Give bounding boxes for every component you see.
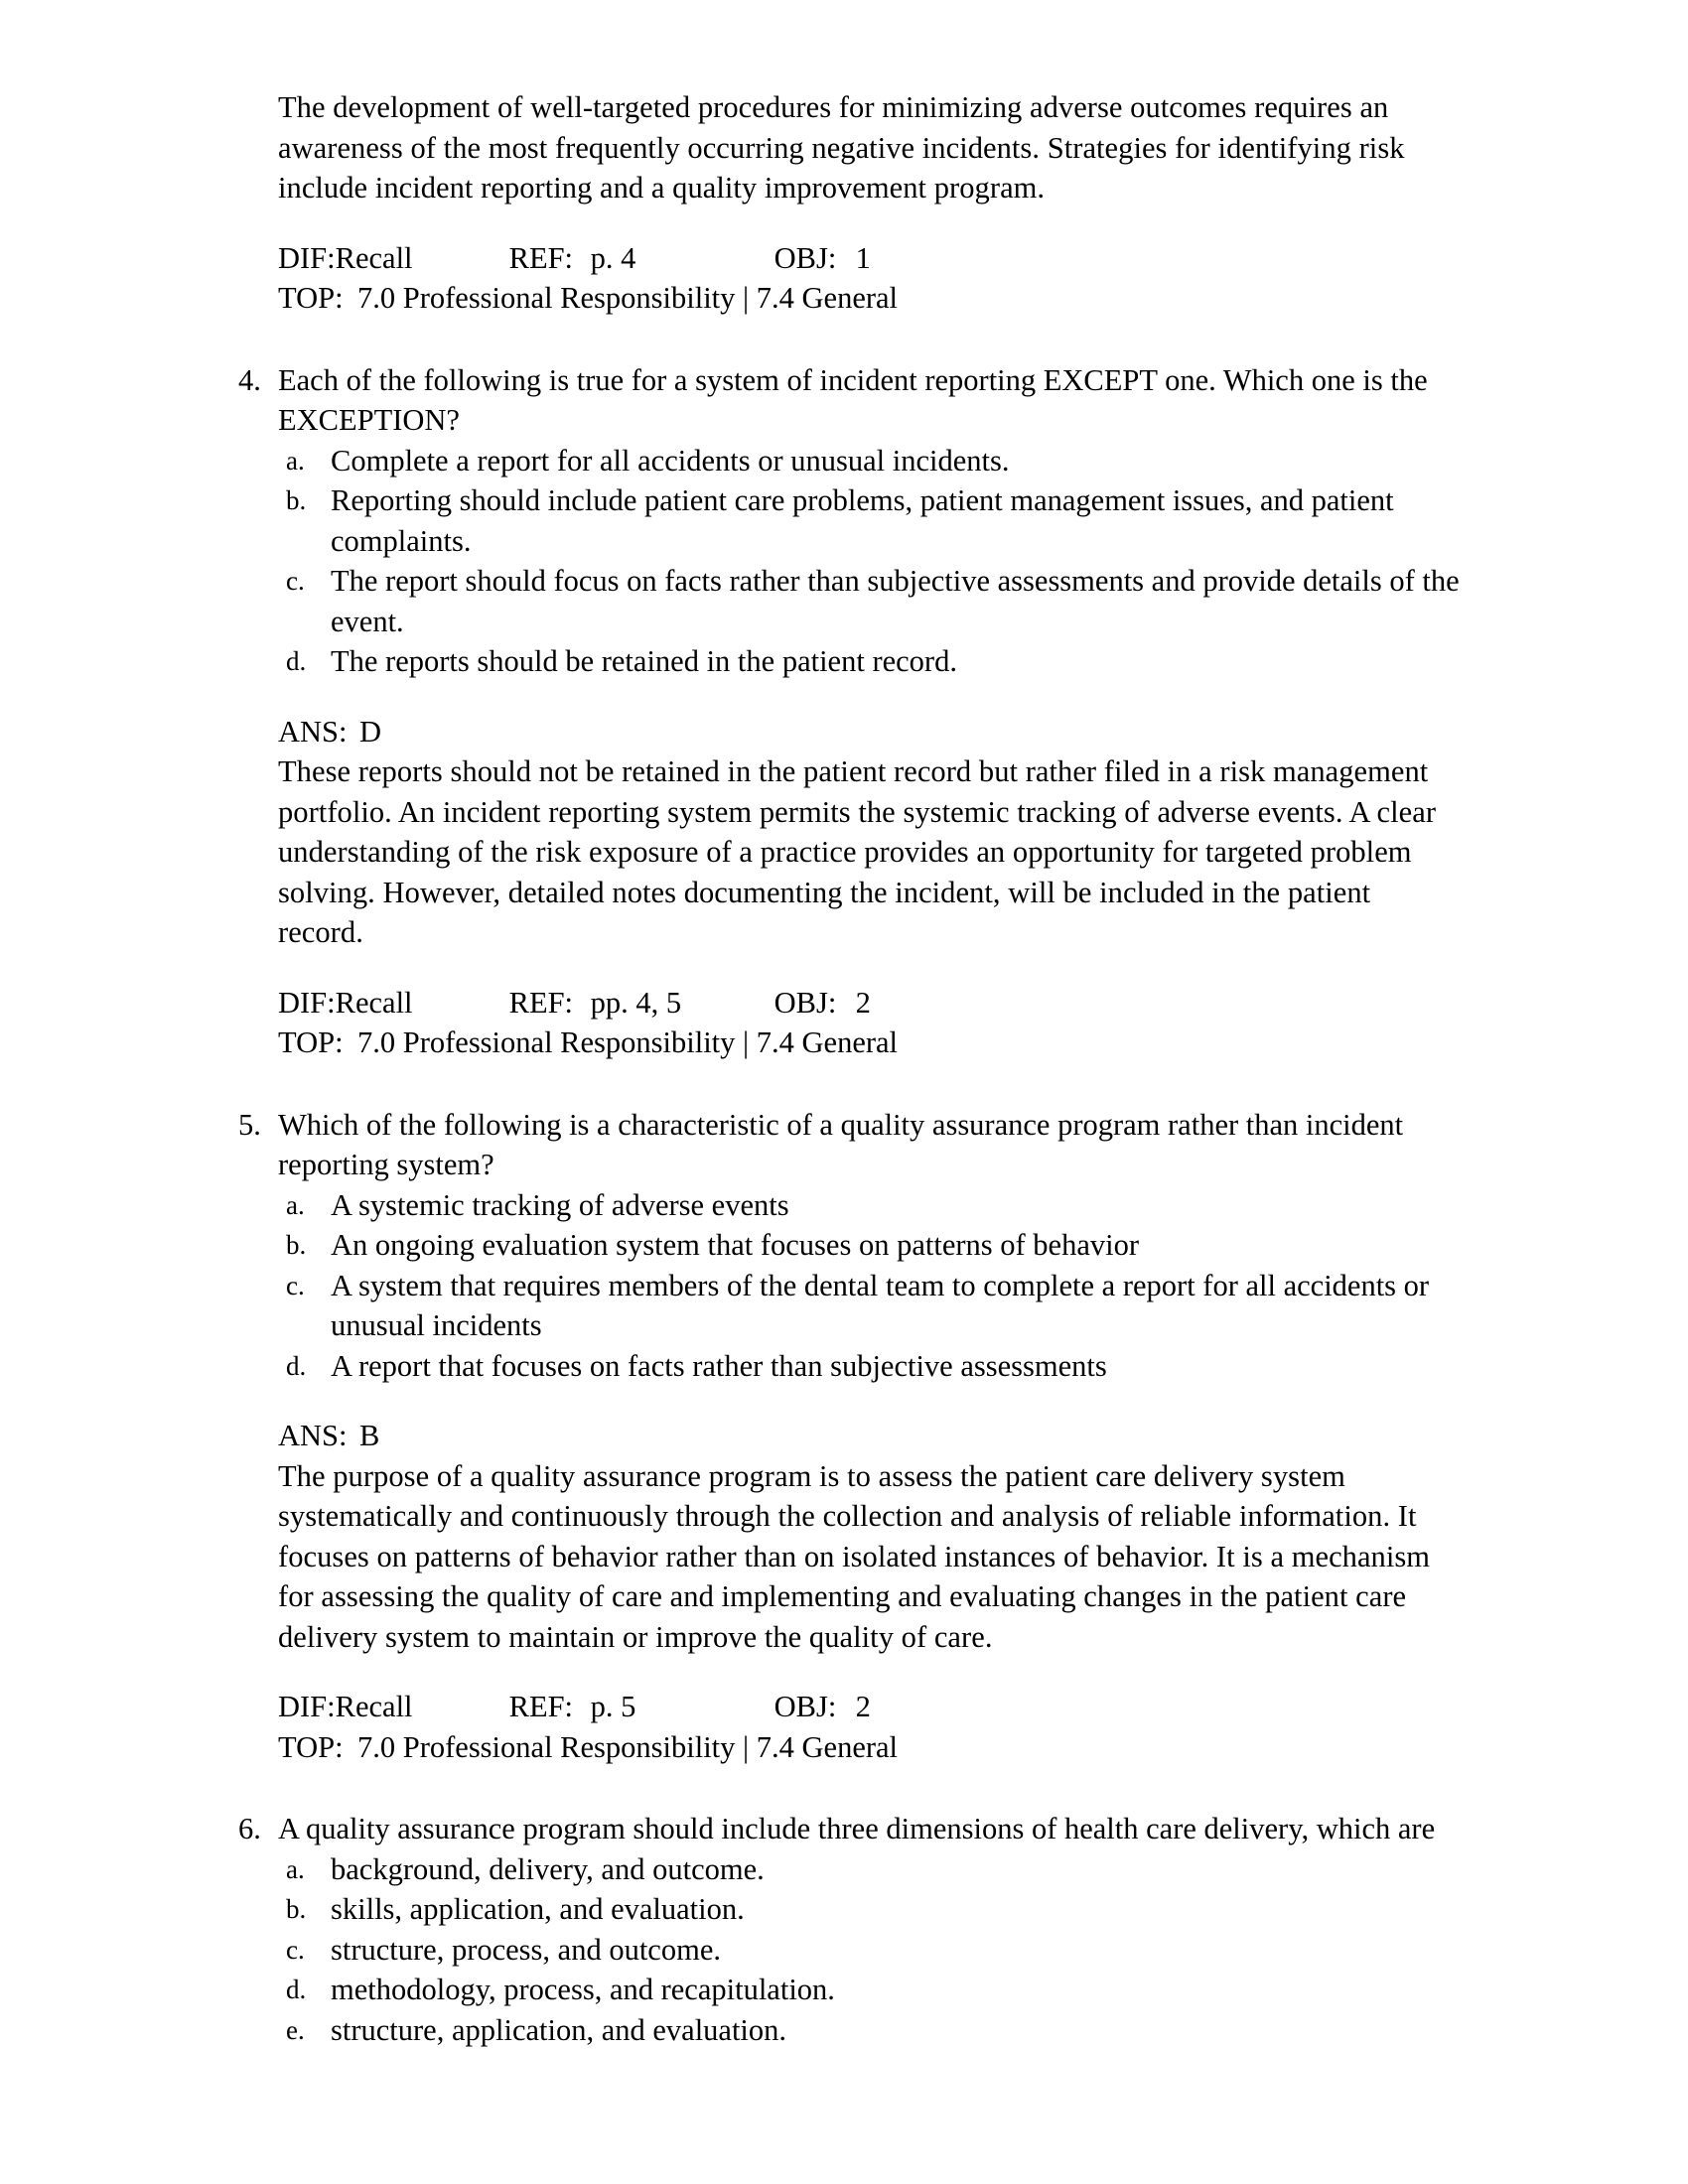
choice-item[interactable] bbox=[278, 1889, 1463, 1930]
choice-item[interactable] bbox=[278, 641, 1463, 682]
choice-item[interactable] bbox=[278, 1849, 1463, 1890]
choice-letter: d. bbox=[286, 1975, 307, 2004]
dif-value: Recall bbox=[335, 985, 413, 1020]
choice-text: structure, process, and outcome. bbox=[331, 1932, 721, 1967]
choice-item[interactable] bbox=[278, 1970, 1463, 2010]
metadata-row-dif-ref-obj bbox=[278, 238, 1463, 279]
ref-label: REF: bbox=[508, 240, 574, 275]
dif-value: Recall bbox=[335, 240, 413, 275]
choice-letter: d. bbox=[286, 1350, 307, 1381]
choice-item[interactable] bbox=[278, 2010, 1463, 2051]
choice-text: A system that requires members of the dental team to complete a report for all accidents or unusual incidents bbox=[331, 1268, 1430, 1342]
choice-text: An ongoing evaluation system that focuses on patterns of behavior bbox=[331, 1228, 1139, 1262]
choice-item[interactable] bbox=[278, 1185, 1463, 1226]
top-label: TOP: bbox=[278, 281, 344, 315]
obj-label: OBJ: bbox=[774, 985, 837, 1020]
question-6-choices bbox=[278, 1849, 1463, 2051]
choice-item[interactable] bbox=[278, 1346, 1463, 1387]
metadata-block-q5 bbox=[278, 1687, 1463, 1767]
metadata-row-top bbox=[278, 1727, 1463, 1768]
choice-item[interactable] bbox=[278, 561, 1463, 641]
spacer bbox=[226, 1063, 1463, 1105]
choice-item[interactable] bbox=[278, 1225, 1463, 1266]
choice-letter: b. bbox=[286, 1230, 307, 1260]
question-4-number: 4. bbox=[238, 362, 261, 397]
top-value: 7.0 Professional Responsibility | 7.4 General bbox=[357, 1729, 899, 1764]
question-4-stem: Each of the following is true for a system of incident reporting EXCEPT one. Which one is the EXCEPTION? bbox=[278, 362, 1428, 437]
choice-item[interactable] bbox=[278, 441, 1463, 481]
dif-label: DIF: bbox=[278, 985, 336, 1020]
choice-letter: c. bbox=[286, 1934, 305, 1965]
question-5-choices bbox=[278, 1185, 1463, 1387]
choice-letter: c. bbox=[286, 1270, 305, 1300]
question-5-answer-line bbox=[278, 1416, 1463, 1456]
metadata-block-q3 bbox=[278, 238, 1463, 319]
ref-value: p. 5 bbox=[590, 1690, 636, 1723]
obj-label: OBJ: bbox=[774, 240, 837, 275]
top-label: TOP: bbox=[278, 1025, 344, 1059]
spacer bbox=[226, 208, 1463, 238]
choice-letter: e. bbox=[286, 2014, 305, 2045]
ref-label: REF: bbox=[508, 1690, 574, 1723]
ans-label: ANS: bbox=[278, 714, 348, 749]
obj-value: 1 bbox=[855, 240, 871, 275]
choice-letter: d. bbox=[286, 646, 307, 676]
spacer bbox=[226, 319, 1463, 360]
metadata-row-dif-ref-obj bbox=[278, 983, 1463, 1024]
spacer bbox=[226, 1386, 1463, 1416]
choice-text: Reporting should include patient care problems, patient management issues, and patient complaints. bbox=[331, 483, 1394, 558]
question-4 bbox=[226, 360, 1463, 1063]
choice-text: A report that focuses on facts rather than subjective assessments bbox=[331, 1348, 1107, 1383]
obj-label: OBJ: bbox=[774, 1690, 837, 1723]
question-4-stem-row bbox=[226, 360, 1463, 441]
question-6-number: 6. bbox=[238, 1812, 261, 1845]
ans-label: ANS: bbox=[278, 1419, 348, 1452]
intro-paragraph: The development of well-targeted procedures for minimizing adverse outcomes requires an awareness of the most frequently occurring negative incidents. Strategies for identifying risk include incident reporting and a quality improvement program. bbox=[278, 90, 1405, 205]
choice-text: The report should focus on facts rather than subjective assessments and provide details of the event. bbox=[331, 564, 1460, 638]
choice-text: A systemic tracking of adverse events bbox=[331, 1187, 789, 1222]
question-4-choices bbox=[278, 441, 1463, 682]
ref-value: pp. 4, 5 bbox=[590, 985, 682, 1020]
question-4-answer-line bbox=[278, 712, 1463, 752]
obj-value: 2 bbox=[855, 1690, 871, 1723]
choice-letter: a. bbox=[286, 445, 305, 476]
top-label: TOP: bbox=[278, 1729, 344, 1764]
metadata-row-top bbox=[278, 1023, 1463, 1063]
obj-value: 2 bbox=[855, 985, 871, 1020]
top-value: 7.0 Professional Responsibility | 7.4 General bbox=[357, 1025, 899, 1059]
question-4-rationale: These reports should not be retained in the patient record but rather filed in a risk management portfolio. An incident reporting system permits the systemic tracking of adverse events. A clear understanding of the risk exposure of a practice provides an opportunity for targeted problem solving. However, detailed notes documenting the incident, will be included in the patient record. bbox=[278, 754, 1437, 949]
dif-value: Recall bbox=[335, 1690, 413, 1723]
choice-text: The reports should be retained in the patient record. bbox=[331, 644, 957, 678]
choice-letter: b. bbox=[286, 485, 307, 515]
choice-item[interactable] bbox=[278, 1266, 1463, 1346]
question-5 bbox=[226, 1105, 1463, 1768]
choice-text: background, delivery, and outcome. bbox=[331, 1851, 765, 1886]
metadata-row-top bbox=[278, 278, 1463, 319]
top-value: 7.0 Professional Responsibility | 7.4 General bbox=[357, 281, 899, 315]
dif-label: DIF: bbox=[278, 240, 336, 275]
question-5-number: 5. bbox=[238, 1107, 261, 1142]
ans-value: B bbox=[359, 1419, 380, 1452]
question-6-stem: A quality assurance program should include three dimensions of health care delivery, which are bbox=[278, 1812, 1436, 1845]
choice-text: skills, application, and evaluation. bbox=[331, 1892, 745, 1926]
ref-value: p. 4 bbox=[590, 240, 636, 275]
choice-letter: a. bbox=[286, 1853, 305, 1884]
spacer bbox=[226, 953, 1463, 983]
question-6 bbox=[226, 1809, 1463, 2050]
choice-letter: b. bbox=[286, 1894, 307, 1924]
question-5-stem: Which of the following is a characteristic of a quality assurance program rather than incident reporting system? bbox=[278, 1107, 1404, 1181]
choice-text: structure, application, and evaluation. bbox=[331, 2012, 787, 2047]
choice-item[interactable] bbox=[278, 480, 1463, 561]
question-5-rationale: The purpose of a quality assurance program is to assess the patient care delivery system systematically and continuously through the collection and analysis of reliable information. It focuses on patterns of behavior rather than on isolated instances of behavior. It is a mechanism for assessing the quality of care and implementing and evaluating changes in the patient care delivery system to maintain or improve the quality of care. bbox=[278, 1458, 1431, 1654]
choice-letter: c. bbox=[286, 566, 305, 596]
spacer bbox=[226, 682, 1463, 712]
dif-label: DIF: bbox=[278, 1690, 336, 1723]
choice-text: Complete a report for all accidents or unusual incidents. bbox=[331, 443, 1010, 478]
page-content bbox=[226, 87, 1463, 2050]
choice-letter: a. bbox=[286, 1189, 305, 1220]
spacer bbox=[226, 1657, 1463, 1687]
choice-item[interactable] bbox=[278, 1930, 1463, 1971]
metadata-block-q4 bbox=[278, 983, 1463, 1063]
ans-value: D bbox=[359, 714, 382, 749]
metadata-row-dif-ref-obj bbox=[278, 1687, 1463, 1727]
choice-text: methodology, process, and recapitulation. bbox=[331, 1973, 835, 2006]
question-5-stem-row bbox=[226, 1105, 1463, 1185]
ref-label: REF: bbox=[508, 985, 574, 1020]
spacer bbox=[226, 1767, 1463, 1809]
question-6-stem-row bbox=[226, 1809, 1463, 1849]
